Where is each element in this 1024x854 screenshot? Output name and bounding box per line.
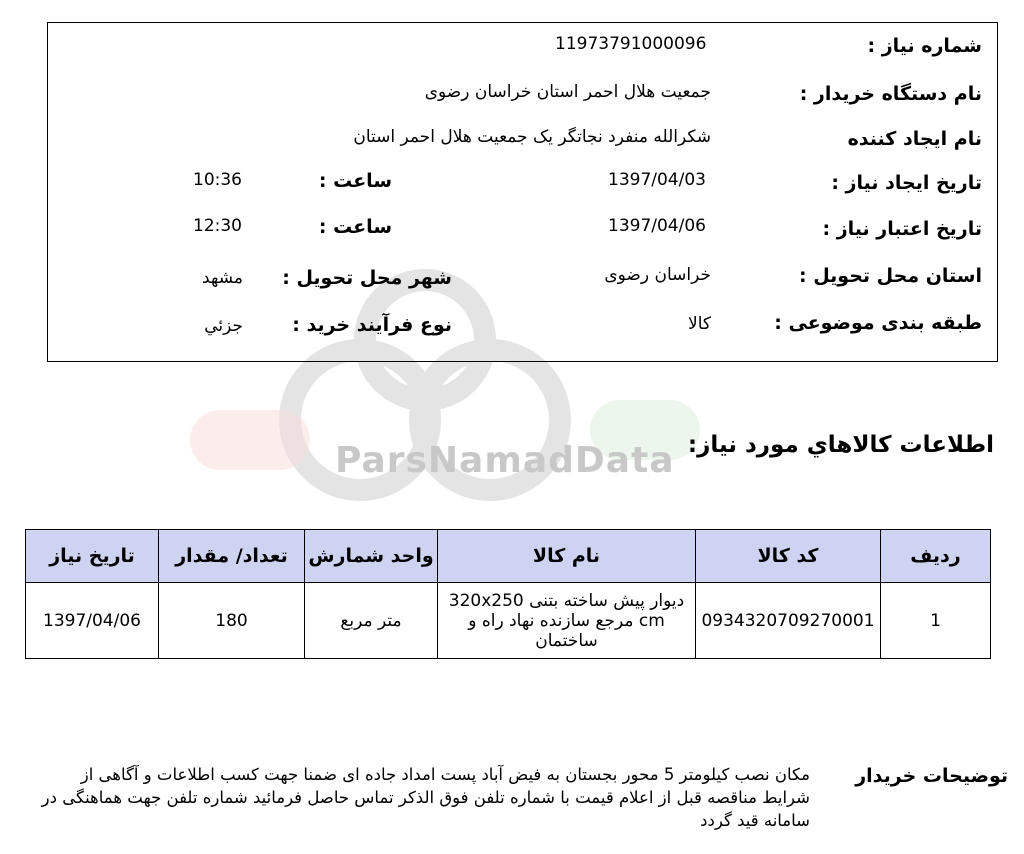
creator-label: نام ایجاد کننده [847, 128, 982, 150]
buyer-notes-label: توضیحات خریدار [855, 765, 1008, 787]
valid-date-label: تاریخ اعتبار نیاز : [822, 218, 982, 240]
items-table-header [26, 530, 991, 583]
items-table [25, 529, 991, 659]
watermark-text: ParsNamadData [335, 440, 675, 481]
process-label: نوع فرآیند خرید : [292, 314, 452, 336]
header-item-code: کد کالا [696, 530, 881, 583]
need-number-label: شماره نیاز : [867, 35, 982, 57]
table-row [26, 583, 991, 659]
cell-need-date: 1397/04/06 [26, 583, 159, 659]
header-row-number: ردیف [881, 530, 991, 583]
creator-value: شکرالله منفرد نجاتگر یک جمعیت هلال احمر استان [353, 127, 711, 147]
delivery-city-value: مشهد [201, 268, 243, 288]
buyer-org-label: نام دستگاه خریدار : [799, 83, 982, 105]
items-section-title: اطلاعات کالاهاي مورد نياز: [687, 432, 994, 458]
created-date-label: تاریخ ایجاد نیاز : [831, 172, 982, 194]
header-quantity: تعداد/ مقدار [159, 530, 305, 583]
need-number-value: 11973791000096 [555, 34, 707, 54]
cell-quantity: 180 [159, 583, 305, 659]
cell-row-number: 1 [881, 583, 991, 659]
category-value: کالا [688, 314, 711, 334]
valid-date-value: 1397/04/06 [608, 216, 706, 236]
process-value: جزئي [204, 316, 243, 336]
buyer-notes-text: مکان نصب کیلومتر 5 محور بجستان به فیض آباد پست امداد جاده ای ضمنا جهت کسب اطلاعات و آگاهی از شرایط مناقصه قبل از اعلام قیمت با شماره تلفن فوق الذکر تماس حاصل فرمائید شماره تلفن جهت هماهنگی در سامانه قید گردد [41, 765, 810, 830]
valid-time-label: ساعت : [318, 216, 392, 238]
category-label: طبقه بندی موضوعی : [774, 312, 982, 334]
cell-item-code: 0934320709270001 [696, 583, 881, 659]
created-time-value: 10:36 [193, 170, 242, 190]
delivery-province-label: استان محل تحویل : [799, 265, 982, 287]
delivery-province-value: خراسان رضوی [604, 265, 711, 285]
cell-item-name: دیوار پیش ساخته بتنی 320x250 cm مرجع سازنده نهاد راه و ساختمان [438, 583, 696, 659]
delivery-city-label: شهر محل تحویل : [282, 267, 452, 289]
created-time-label: ساعت : [318, 170, 392, 192]
valid-time-value: 12:30 [193, 216, 242, 236]
header-unit: واحد شمارش [305, 530, 438, 583]
buyer-org-value: جمعیت هلال احمر استان خراسان رضوی [424, 82, 711, 102]
header-need-date: تاریخ نیاز [26, 530, 159, 583]
created-date-value: 1397/04/03 [608, 170, 706, 190]
cell-unit: متر مربع [305, 583, 438, 659]
header-item-name: نام کالا [438, 530, 696, 583]
